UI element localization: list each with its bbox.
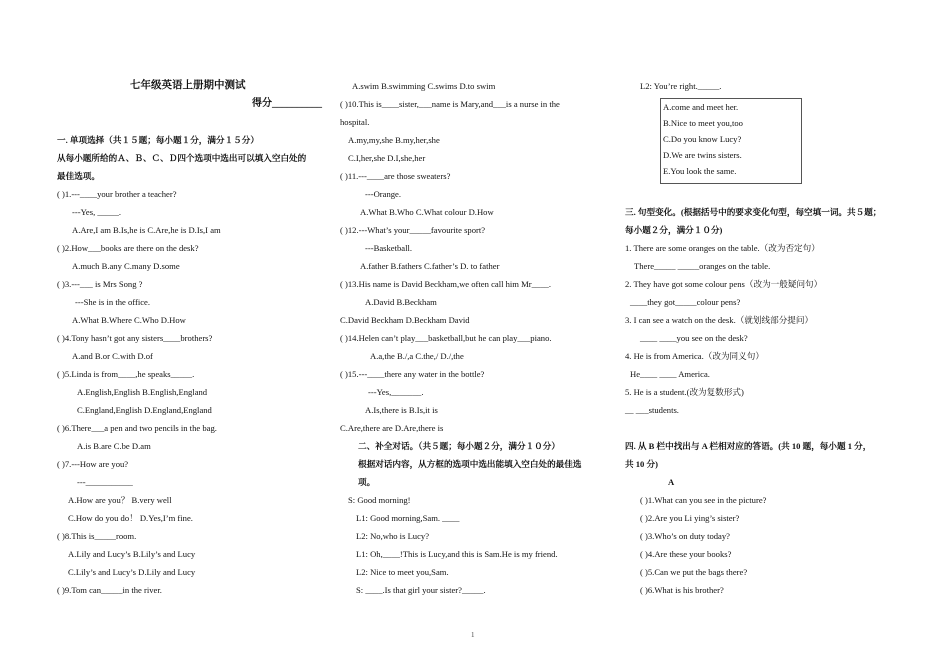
match-question-4: ( )4.Are these your books? [640,549,732,559]
question-2-options: A.much B.any C.many D.some [72,261,180,271]
transform-1-answer: There_____ _____oranges on the table. [634,261,771,271]
question-15-answer: ---Yes,_______. [368,387,424,397]
question-12-options: A.father B.fathers C.father’s D. to father [360,261,500,271]
section-1-instruction-cont: 最佳选项。 [57,171,100,181]
question-12: ( )12.---What’s your_____favourite sport? [340,225,486,235]
dialogue-line-l1a: L1: Good morning,Sam. ____ [356,513,460,523]
transform-5-answer: __ ___students. [625,405,679,415]
match-question-3: ( )3.Who’s on duty today? [640,531,730,541]
question-9: ( )9.Tom can_____in the river. [57,585,162,595]
question-10-options-a: A.my,my,she B.my,her,she [348,135,440,145]
section-2-instruction-cont: 项。 [358,477,376,487]
dialogue-line-l2b: L2: Nice to meet you,Sam. [356,567,449,577]
score-label: 得分__________ [252,98,322,109]
dialogue-line-l2c: L2: You’re right._____. [640,81,722,91]
question-5: ( )5.Linda is from____,he speaks_____. [57,369,195,379]
option-b: B.Nice to meet you,too [663,118,743,128]
match-question-2: ( )2.Are you Li ying’s sister? [640,513,740,523]
dialogue-line-s2: S: ____.Is that girl your sister?_____. [356,585,486,595]
section-3-heading: 三. 句型变化。(根据括号中的要求变化句型，每空填一词。共５题； [625,207,882,217]
option-a: A.come and meet her. [663,102,739,112]
question-3: ( )3.---___ is Mrs Song ? [57,279,143,289]
question-10: ( )10.This is____sister,___name is Mary,and___is a nurse in the [340,99,560,109]
transform-1: 1. There are some oranges on the table.（改为否定句） [625,243,820,253]
question-4: ( )4.Tony hasn’t got any sisters____brothers? [57,333,213,343]
match-question-5: ( )5.Can we put the bags there? [640,567,748,577]
question-11: ( )11.---____are those sweaters? [340,171,451,181]
page-number: 1 [471,631,475,639]
question-7-answer: ---___________ [77,477,133,487]
question-3-answer: ---She is in the office. [75,297,151,307]
question-4-options: A.and B.or C.with D.of [72,351,153,361]
question-8-options-a: A.Lily and Lucy’s B.Lily’s and Lucy [68,549,196,559]
transform-5: 5. He is a student.(改为复数形式) [625,387,744,397]
question-15: ( )15.---____there any water in the bottle? [340,369,485,379]
question-14: ( )14.Helen can’t play___basketball,but he can play___piano. [340,333,552,343]
question-12-answer: ---Basketball. [365,243,413,253]
question-6-options: A.is B.are C.be D.am [77,441,151,451]
question-13-options-a: A.David B.Beckham [365,297,437,307]
page-title: 七年级英语上册期中测试 [130,80,246,91]
match-question-6: ( )6.What is his brother? [640,585,724,595]
question-6: ( )6.There___a pen and two pencils in the bag. [57,423,217,433]
question-5-options-b: C.England,English D.England,England [77,405,212,415]
question-11-options: A.What B.Who C.What colour D.How [360,207,494,217]
question-3-options: A.What B.Where C.Who D.How [72,315,186,325]
question-8: ( )8.This is_____room. [57,531,137,541]
option-e: E.You look the same. [663,166,737,176]
question-7: ( )7.---How are you? [57,459,129,469]
option-c: C.Do you know Lucy? [663,134,742,144]
question-7-options-a: A.How are you？ B.very well [68,495,172,505]
question-13-options-b: C.David Beckham D.Beckham David [340,315,470,325]
question-10-options-b: C.I,her,she D.I,she,her [348,153,426,163]
question-14-options: A.a,the B./,a C.the,/ D./,the [370,351,464,361]
section-1-instruction: 从每小题所给的Ａ、Ｂ、Ｃ、Ｄ四个选项中选出可以填入空白处的 [57,153,307,163]
section-4-heading: 四. 从 B 栏中找出与 A 栏相对应的答语。(共 10 题，每小题 1 分， [625,441,872,451]
transform-2: 2. They have got some colour pens（改为一般疑问句） [625,279,823,289]
question-8-options-b: C.Lily’s and Lucy’s D.Lily and Lucy [68,567,196,577]
column-a-label: A [668,477,675,487]
dialogue-line-l2a: L2: No,who is Lucy? [356,531,430,541]
dialogue-line-s1: S: Good morning! [348,495,411,505]
option-d: D.We are twins sisters. [663,150,742,160]
section-3-heading-cont: 每小题２分，满分１０分) [625,225,723,235]
transform-2-answer: ____they got_____colour pens? [630,297,741,307]
transform-4: 4. He is from America.（改为同义句） [625,351,764,361]
question-15-options-a: A.Is,there is B.Is,it is [365,405,438,415]
transform-4-answer: He____ ____ America. [630,369,710,379]
transform-3-answer: ____ ____you see on the desk? [640,333,748,343]
question-7-options-b: C.How do you do！ D.Yes,I’m fine. [68,513,193,523]
section-2-instruction: 根据对话内容，从方框的选项中选出能填入空白处的最佳选 [358,459,582,469]
transform-3: 3. I can see a watch on the desk.（就划线部分提问） [625,315,814,325]
question-11-answer: ---Orange. [365,189,402,199]
question-1-answer: ---Yes, _____. [72,207,122,217]
question-9-options: A.swim B.swimming C.swims D.to swim [352,81,496,91]
section-4-heading-cont: 共 10 分) [625,459,658,469]
question-13: ( )13.His name is David Beckham,we often call him Mr____. [340,279,551,289]
question-10-cont: hospital. [340,117,370,127]
question-15-options-b: C.Are,there are D.Are,there is [340,423,444,433]
question-1: ( )1.---____your brother a teacher? [57,189,177,199]
section-2-heading: 二、补全对话。（共５题；每小题２分，满分１０分） [358,441,560,451]
question-1-options: A.Are,I am B.Is,he is C.Are,he is D.Is,I am [72,225,221,235]
match-question-1: ( )1.What can you see in the picture? [640,495,767,505]
question-5-options-a: A.English,English B.English,England [77,387,208,397]
question-2: ( )2.How___books are there on the desk? [57,243,199,253]
dialogue-line-l1b: L1: Oh,____!This is Lucy,and this is Sam.He is my friend. [356,549,558,559]
section-1-heading: 一. 单项选择（共１５题；每小题１分，满分１５分） [57,135,259,145]
